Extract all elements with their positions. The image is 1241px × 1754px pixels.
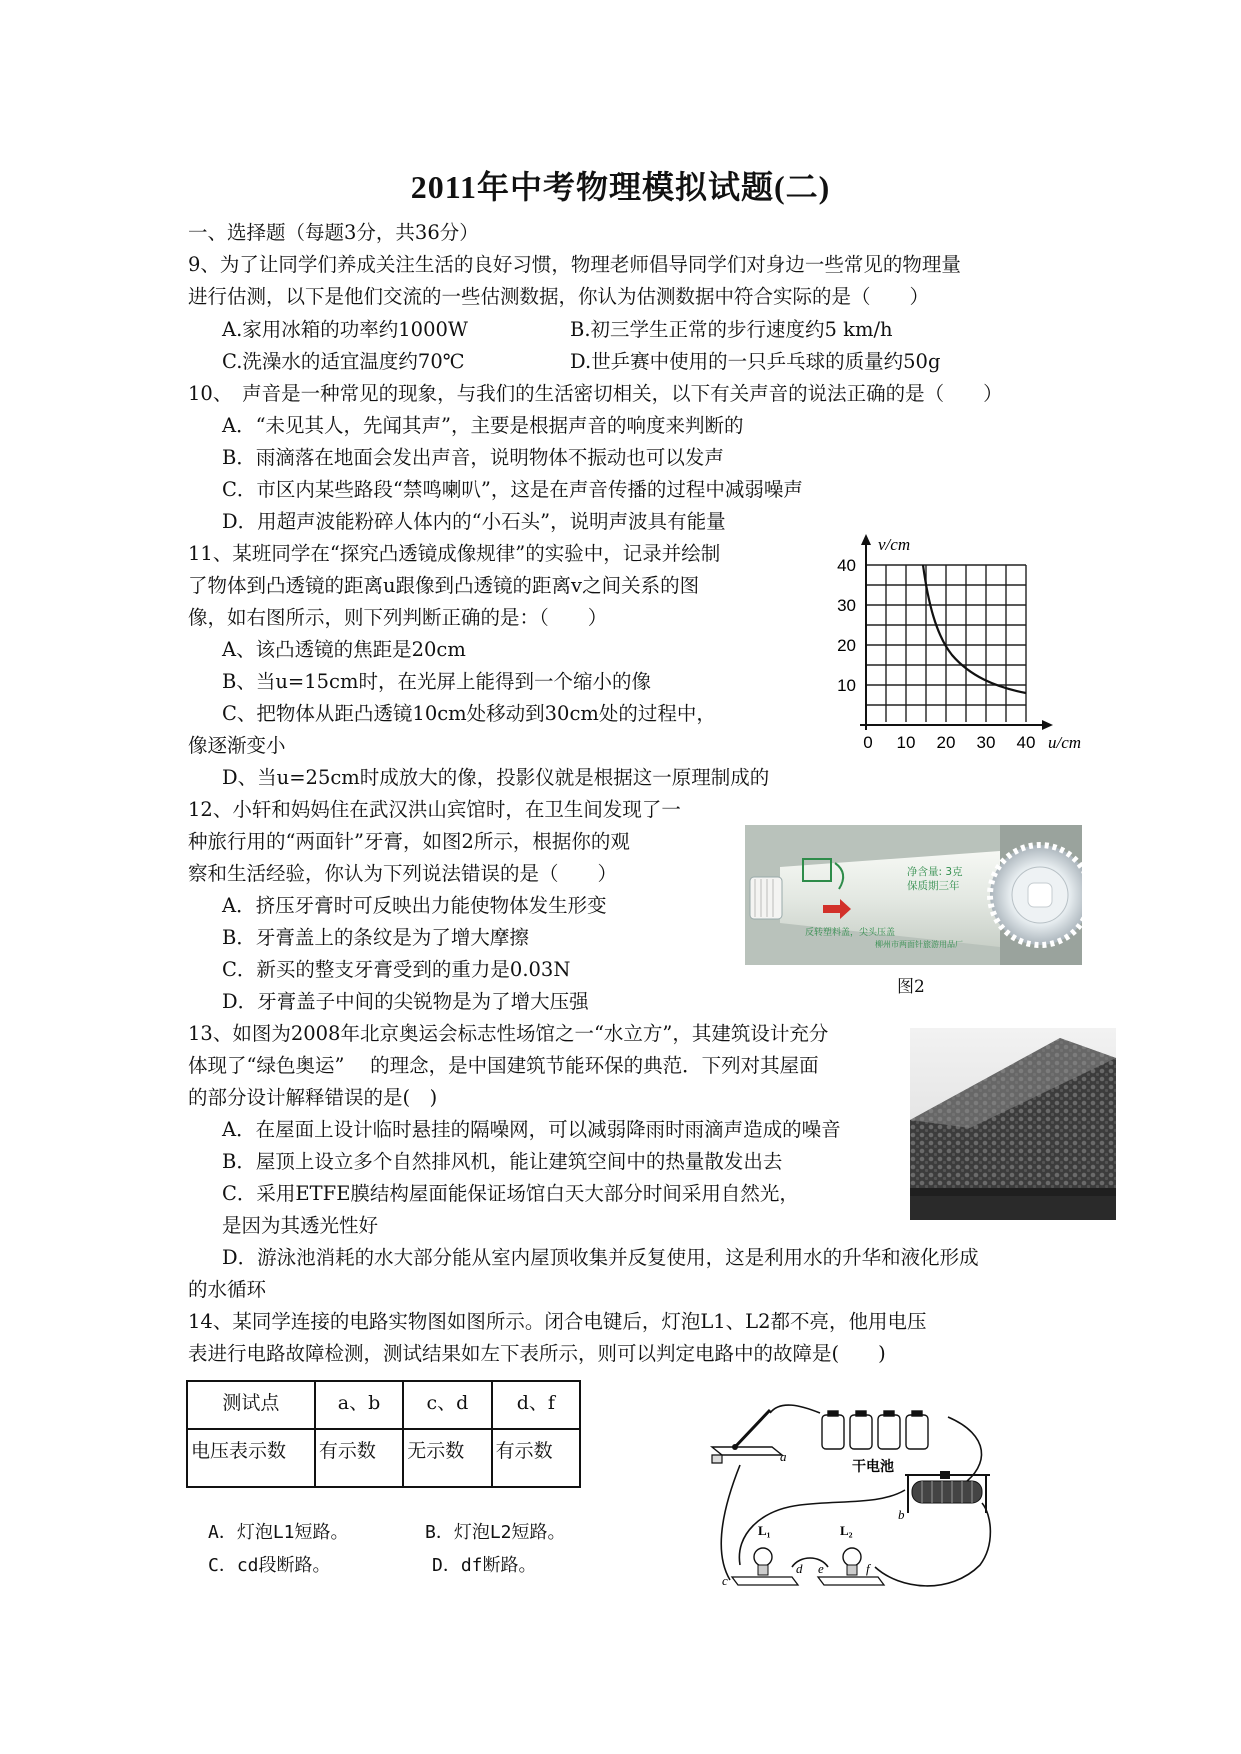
graph-y-label: v/cm — [878, 535, 911, 554]
knife-switch — [712, 1410, 782, 1463]
graph-origin: 0 — [863, 733, 873, 752]
point-d-label: d — [796, 1561, 803, 1576]
point-b-label: b — [898, 1507, 905, 1522]
q14-stem-line2: 表进行电路故障检测，测试结果如左下表所示，则可以判定电路中的故障是( ) — [188, 1342, 886, 1365]
point-a-label: a — [780, 1449, 787, 1464]
q9-option-b: B.初三学生正常的步行速度约5 km/h — [570, 318, 893, 341]
q12-option-a: A．挤压牙膏时可反映出力能使物体发生形变 — [222, 894, 607, 917]
q10-option-d: D．用超声波能粉碎人体内的“小石头”，说明声波具有能量 — [222, 510, 726, 533]
lamp-l2-label: L₂ — [840, 1523, 853, 1538]
q13-option-a: A．在屋面上设计临时悬挂的隔噪网，可以减弱降雨时雨滴声造成的噪音 — [222, 1118, 841, 1141]
q13-option-d-line2: 的水循环 — [188, 1278, 267, 1301]
tube-instruction: 反转塑料盖，尖头压盖 — [805, 928, 896, 938]
q10-option-a: A．“未见其人，先闻其声”，主要是根据声音的响度来判断的 — [222, 414, 744, 437]
tube-shelf-life: 保质期三年 — [907, 880, 960, 892]
q13-option-c-line1: C．采用ETFE膜结构屋面能保证场馆白天大部分时间采用自然光， — [222, 1182, 799, 1205]
battery-label: 干电池 — [852, 1459, 894, 1475]
q13-option-d-line1: D．游泳池消耗的水大部分能从室内屋顶收集并反复使用，这是利用水的升华和液化形成 — [222, 1246, 979, 1269]
q13-option-c-line2: 是因为其透光性好 — [222, 1214, 379, 1237]
x-tick-10: 10 — [896, 733, 916, 752]
table-header-cell: d、f — [492, 1381, 580, 1429]
y-tick-30: 30 — [837, 596, 856, 615]
circuit-diagram — [700, 1395, 1000, 1600]
y-tick-10: 10 — [837, 676, 856, 695]
q9-option-d: D.世乒赛中使用的一只乒乓球的质量约50g — [570, 350, 941, 373]
table-cell: 有示数 — [315, 1429, 403, 1487]
q12-option-d: D．牙膏盖子中间的尖锐物是为了增大压强 — [222, 990, 589, 1013]
q11-stem-line2: 了物体到凸透镜的距离u跟像到凸透镜的距离v之间关系的图 — [188, 574, 700, 597]
q11-option-b: B、当u=15cm时，在光屏上能得到一个缩小的像 — [222, 670, 651, 693]
q11-stem-line1: 11、某班同学在“探究凸透镜成像规律”的实验中，记录并绘制 — [188, 542, 721, 565]
battery-pack — [822, 1411, 928, 1449]
q13-stem-line3: 的部分设计解释错误的是( ) — [188, 1086, 438, 1109]
table-cell: 有示数 — [492, 1429, 580, 1487]
section-heading: 一、选择题（每题3分，共36分） — [188, 221, 479, 244]
toothpaste-photo — [745, 825, 1082, 965]
q12-stem-line3: 察和生活经验，你认为下列说法错误的是（ ） — [188, 862, 618, 885]
wire-f-rheostat — [875, 1503, 990, 1586]
voltmeter-result-table — [186, 1380, 581, 1488]
cube-ground — [910, 1196, 1116, 1220]
q12-option-c: C．新买的整支牙膏受到的重力是0.03N — [222, 958, 571, 981]
q11-option-c-line2: 像逐渐变小 — [188, 734, 286, 757]
tube-maker: 柳州市两面针旅游用品厂 — [875, 940, 963, 949]
q14-stem-line1: 14、某同学连接的电路实物图如图所示。闭合电键后，灯泡L1、L2都不亮，他用电压 — [188, 1310, 927, 1333]
tube-net-weight: 净含量: 3克 — [907, 866, 963, 878]
x-tick-40: 40 — [1016, 733, 1036, 752]
q10-option-b: B．雨滴落在地面会发出声音，说明物体不振动也可以发声 — [222, 446, 724, 469]
point-f-label: f — [866, 1561, 870, 1576]
x-tick-30: 30 — [976, 733, 996, 752]
page-title: 2011年中考物理模拟试题(二) — [410, 169, 831, 205]
q9-stem-line2: 进行估测，以下是他们交流的一些估测数据，你认为估测数据中符合实际的是（ ） — [188, 285, 930, 308]
table-cell: 电压表示数 — [187, 1429, 315, 1487]
q13-stem-line2: 体现了“绿色奥运” 的理念，是中国建筑节能环保的典范．下列对其屋面 — [188, 1054, 819, 1077]
q12-option-b: B．牙膏盖上的条纹是为了增大摩擦 — [222, 926, 529, 949]
q13-option-b: B．屋顶上设立多个自然排风机，能让建筑空间中的热量散发出去 — [222, 1150, 783, 1173]
x-axis-arrow — [1042, 720, 1053, 730]
table-header-cell: c、d — [403, 1381, 491, 1429]
q9-stem-line1: 9、为了让同学们养成关注生活的良好习惯，物理老师倡导同学们对身边一些常见的物理量 — [188, 253, 961, 276]
water-cube-photo — [910, 1028, 1116, 1220]
q9-option-c: C.洗澡水的适宜温度约70℃ — [222, 350, 465, 373]
q14-option-b: B．灯泡L2短路。 — [425, 1522, 566, 1543]
q10-option-c: C．市区内某些路段“禁鸣喇叭”，这是在声音传播的过程中减弱噪声 — [222, 478, 803, 501]
point-e-label: e — [818, 1561, 824, 1576]
uv-graph — [820, 530, 1090, 752]
q12-stem-line1: 12、小轩和妈妈住在武汉洪山宾馆时，在卫生间发现了一 — [188, 798, 681, 821]
y-tick-20: 20 — [837, 636, 856, 655]
table-row — [187, 1429, 580, 1487]
y-tick-40: 40 — [837, 556, 856, 575]
q14-option-c: C．cd段断路。 — [208, 1555, 331, 1576]
rheostat — [905, 1471, 990, 1513]
q11-option-a: A、该凸透镜的焦距是20cm — [222, 638, 466, 661]
graph-x-label: u/cm — [1048, 733, 1082, 752]
table-header-row — [187, 1381, 580, 1429]
q14-option-d: D．df断路。 — [432, 1555, 537, 1576]
point-c-label: c — [722, 1573, 728, 1588]
table-header-cell: a、b — [315, 1381, 403, 1429]
q11-option-c-line1: C、把物体从距凸透镜10cm处移动到30cm处的过程中， — [222, 702, 716, 725]
lamp-l1 — [732, 1548, 798, 1585]
wire-a-c — [721, 1465, 740, 1580]
q12-stem-line2: 种旅行用的“两面针”牙膏，如图2所示，根据你的观 — [188, 830, 630, 853]
lamp-l1-label: L₁ — [758, 1523, 771, 1538]
q14-option-a: A．灯泡L1短路。 — [208, 1522, 349, 1543]
q13-stem-line1: 13、如图为2008年北京奥运会标志性场馆之一“水立方”，其建筑设计充分 — [188, 1022, 829, 1045]
uv-curve — [923, 565, 1026, 693]
y-axis-arrow — [861, 534, 871, 545]
table-header-cell: 测试点 — [187, 1381, 315, 1429]
q11-stem-line3: 像，如右图所示，则下列判断正确的是：（ ） — [188, 606, 608, 629]
q9-option-a: A.家用冰箱的功率约1000W — [222, 318, 468, 341]
x-tick-20: 20 — [936, 733, 956, 752]
q10-stem: 10、 声音是一种常见的现象，与我们的生活密切相关，以下有关声音的说法正确的是（ ） — [188, 382, 1003, 405]
graph-grid — [866, 565, 1026, 722]
table-cell: 无示数 — [403, 1429, 491, 1487]
q11-option-d: D、当u=25cm时成放大的像，投影仪就是根据这一原理制成的 — [222, 766, 770, 789]
figure-2-caption: 图2 — [897, 977, 925, 997]
wire-switch-battery — [770, 1405, 820, 1413]
